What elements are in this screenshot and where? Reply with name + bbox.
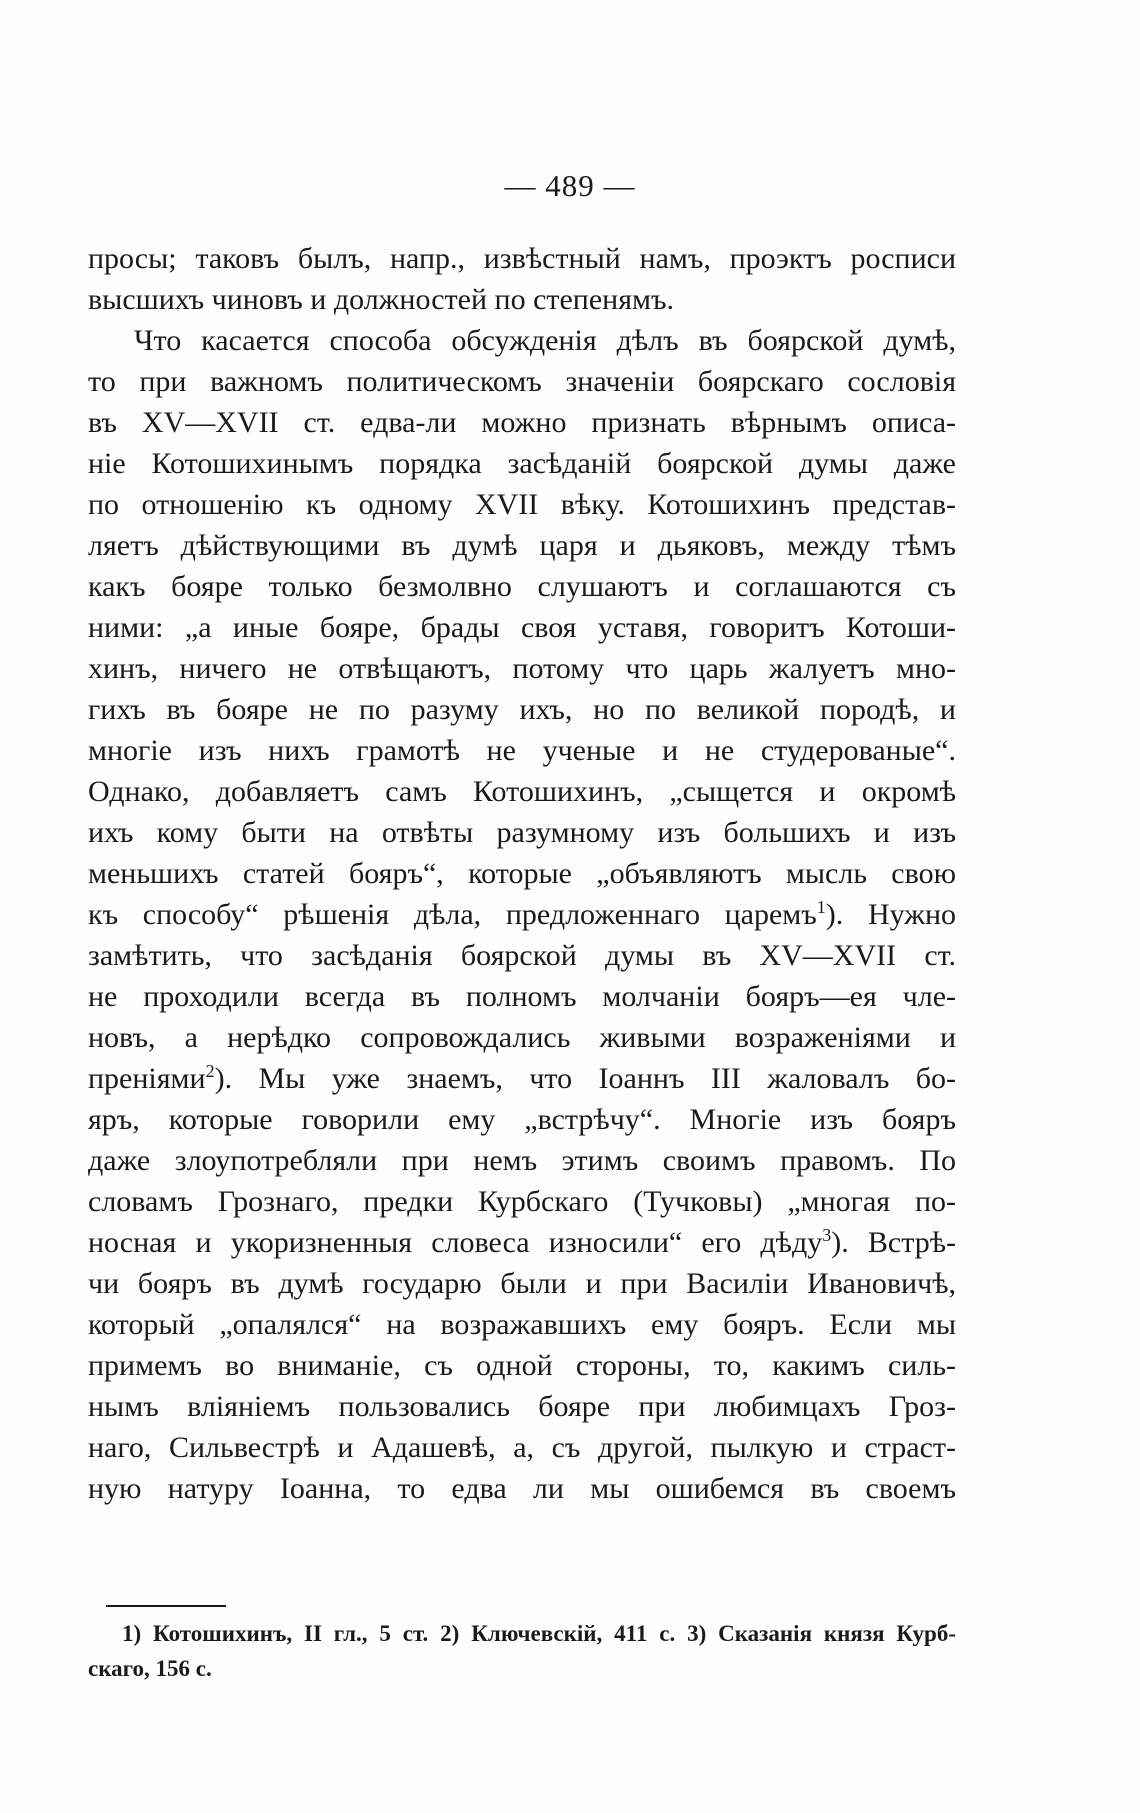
text-line: ляетъ дѣйствующими въ думѣ царя и дьяковъ, между тѣмъ: [88, 529, 956, 562]
page-number: — 489 —: [504, 168, 636, 203]
text-segment: ). Встрѣ-: [831, 1226, 956, 1259]
text-line: ихъ кому быти на отвѣты разумному изъ большихъ и изъ: [88, 816, 956, 849]
body-text: [88, 238, 956, 1509]
text-line: по отношенію къ одному XVII вѣку. Котошихинъ представ-: [88, 488, 956, 521]
text-segment: преніями: [88, 1062, 206, 1095]
text-line: примемъ во вниманіе, съ одной стороны, то, какимъ силь-: [88, 1349, 956, 1382]
footnote-line: 1) Котошихинъ, II гл., 5 ст. 2) Ключевскій, 411 с. 3) Сказанія князя Курб-: [122, 1621, 956, 1646]
text-line: чи бояръ въ думѣ государю были и при Василіи Ивановичѣ,: [88, 1267, 956, 1300]
text-line: Однако, добавляетъ самъ Котошихинъ, „сыщется и окромѣ: [88, 775, 956, 808]
text-line: который „опалялся“ на возражавшихъ ему бояръ. Если мы: [88, 1308, 956, 1341]
text-line: ную натуру Іоанна, то едва ли мы ошибемся въ своемъ: [88, 1472, 956, 1505]
text-line: то при важномъ политическомъ значеніи боярскаго сословія: [88, 365, 956, 398]
text-line: новъ, а нерѣдко сопровождались живыми возраженіями и: [88, 1021, 956, 1054]
footnotes: [88, 1616, 956, 1686]
text-segment: ). Нужно: [825, 898, 956, 931]
footnote-ref-3: 3: [822, 1225, 832, 1245]
text-line: яръ, которые говорили ему „встрѣчу“. Многіе изъ бояръ: [88, 1103, 956, 1136]
text-line: высшихъ чиновъ и должностей по степенямъ.: [88, 283, 675, 316]
text-line: наго, Сильвестрѣ и Адашевѣ, а, съ другой, пылкую и страст-: [88, 1431, 956, 1464]
text-line: ніе Котошихинымъ порядка засѣданій боярской думы даже: [88, 447, 956, 480]
text-line: Что касается способа обсужденія дѣлъ въ боярской думѣ,: [134, 324, 956, 357]
text-line: замѣтить, что засѣданія боярской думы въ XV—XVII ст.: [88, 939, 956, 972]
footnote-line: скаго, 156 с.: [88, 1656, 212, 1681]
text-segment: къ способу“ рѣшенія дѣла, предложеннаго царемъ: [88, 898, 817, 931]
footnote-divider: [106, 1605, 226, 1607]
footnote-ref-2: 2: [205, 1061, 215, 1081]
text-line: даже злоупотребляли при немъ этимъ своимъ правомъ. По: [88, 1144, 956, 1177]
text-line: [88, 1222, 956, 1263]
text-line: [88, 894, 956, 935]
text-line: гихъ въ бояре не по разуму ихъ, но по великой породѣ, и: [88, 693, 956, 726]
text-segment: ). Мы уже знаемъ, что Іоаннъ III жаловалъ бо-: [214, 1062, 956, 1095]
text-line: многіе изъ нихъ грамотѣ не ученые и не студерованые“.: [88, 734, 956, 767]
text-line: просы; таковъ былъ, напр., извѣстный намъ, проэктъ росписи: [88, 242, 956, 275]
text-line: нымъ вліяніемъ пользовались бояре при любимцахъ Гроз-: [88, 1390, 956, 1423]
footnote-ref-1: 1: [816, 897, 826, 917]
text-line: въ XV—XVII ст. едва-ли можно признать вѣрнымъ описа-: [88, 406, 956, 439]
text-line: меньшихъ статей бояръ“, которые „объявляютъ мысль свою: [88, 857, 956, 890]
text-line: ними: „а иные бояре, брады своя уставя, говоритъ Котоши-: [88, 611, 956, 644]
text-line: хинъ, ничего не отвѣщаютъ, потому что царь жалуетъ мно-: [88, 652, 956, 685]
text-line: [88, 1058, 956, 1099]
text-line: словамъ Грознаго, предки Курбскаго (Тучковы) „многая по-: [88, 1185, 956, 1218]
text-segment: носная и укоризненныя словеса износили“ его дѣду: [88, 1226, 823, 1259]
text-line: какъ бояре только безмолвно слушаютъ и соглашаются съ: [88, 570, 956, 603]
text-line: не проходили всегда въ полномъ молчаніи бояръ—ея чле-: [88, 980, 956, 1013]
